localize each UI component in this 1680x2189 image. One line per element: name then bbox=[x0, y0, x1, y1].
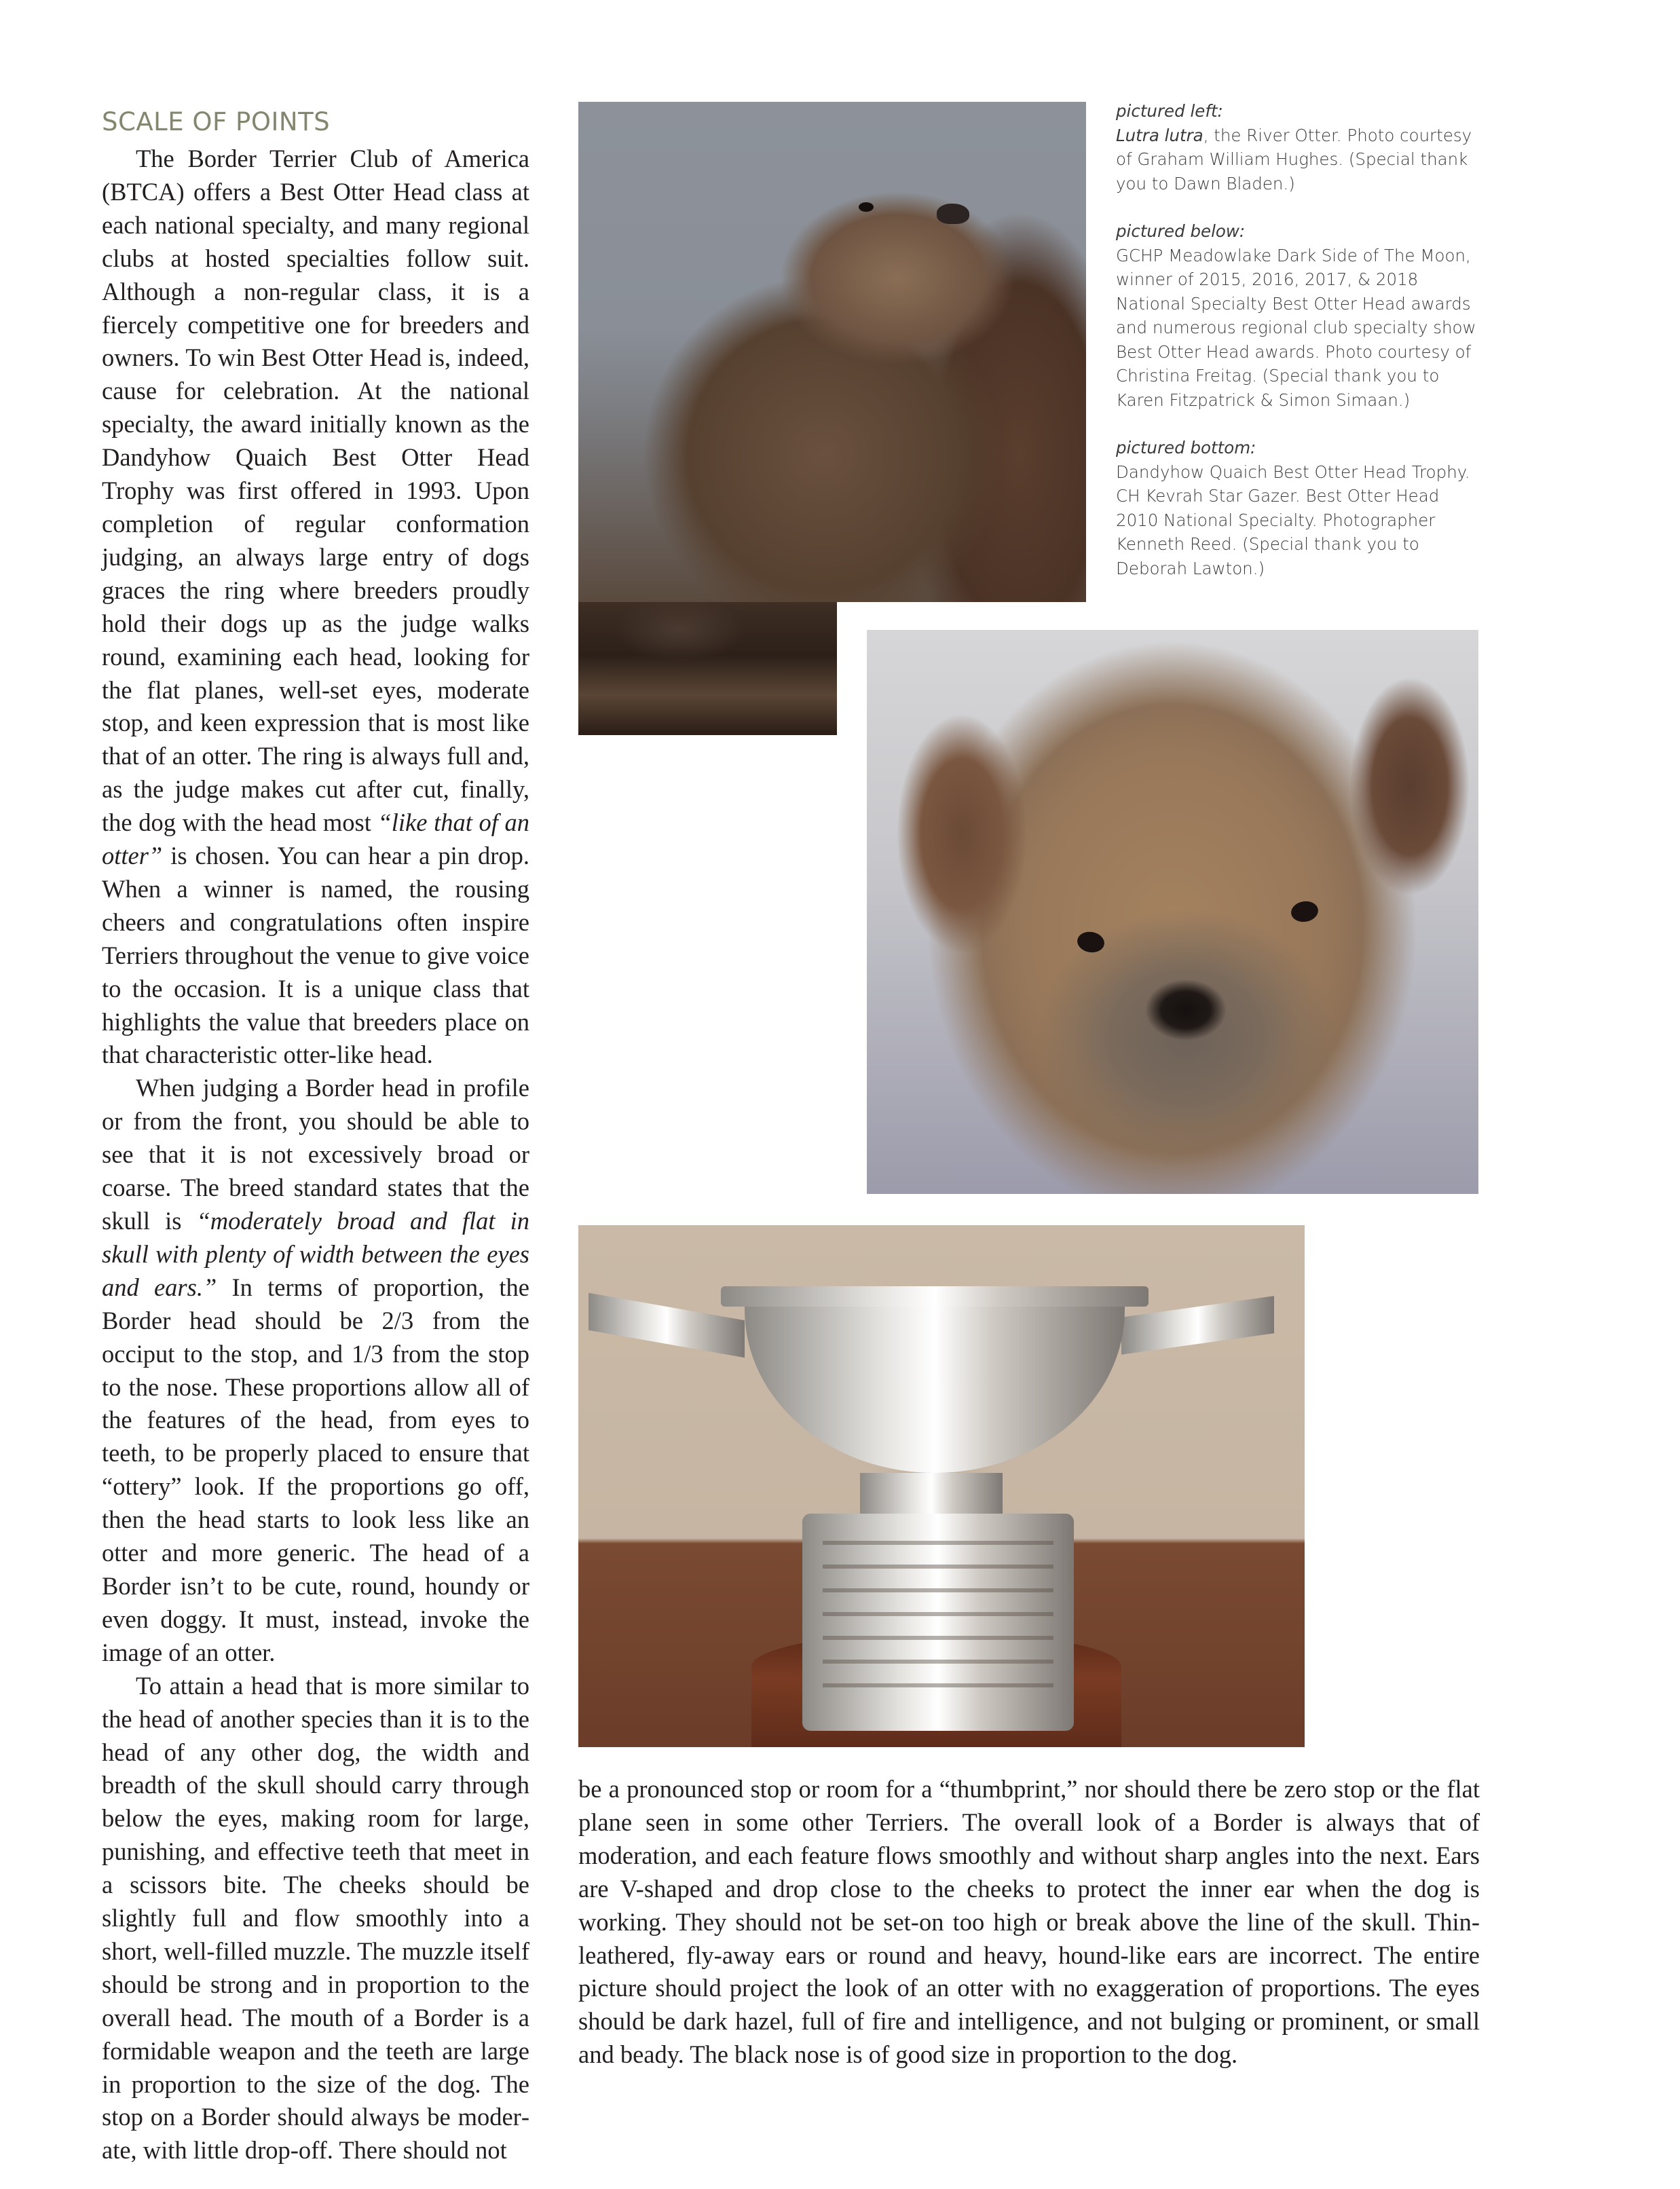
text-segment: is chosen. You can hear a pin drop. When a winner is named, the rousing cheers and congratulations often inspire Terriers throughout the venue to give voice to the occasion. It is a unique class that highlights the value that breeders place on that characteristic otter-like head. bbox=[102, 842, 529, 1069]
text-segment: The Border Terrier Club of America (BTCA) offers a Best Otter Head class at each national specialty, and many regional clubs at hosted specialties follow suit. Although a non-regular class, it is a fiercely competitive one for breeders and owners. To win Best Otter Head is, indeed, cause for celebration. At the national specialty, the award initially known as the Dandyhow Quaich Best Otter Head Trophy was first offered in 1993. Upon completion of regular conformation judging, an always large entry of dogs graces the ring where breeders proudly hold their dogs up as the judge walks round, examining each head, looking for the flat planes, well-set eyes, moderate stop, and keen expression that is most like that of an otter. The ring is always full and, as the judge makes cut after cut, finally, the dog with the head most bbox=[102, 145, 529, 837]
caption-text: Dandyhow Quaich Best Otter Head Trophy. CH Kevrah Star Gazer. Best Otter Head 2010 National Specialty. Photographer Kenneth Reed. (Special thank you to Deborah Lawton.) bbox=[1116, 462, 1470, 578]
paragraph-2 bbox=[102, 1072, 529, 1669]
trophy-photo bbox=[578, 1225, 1305, 1747]
paragraph-3 bbox=[102, 1670, 529, 2168]
trophy-stem bbox=[860, 1473, 1003, 1514]
caption-otter bbox=[1116, 99, 1486, 195]
otter-photo-lower bbox=[578, 602, 837, 735]
paragraph-continuation: be a pronounced stop or room for a “thumbprint,” nor should there be zero stop or the flat plane seen in some other Terriers. The overall look of a Border is always that of moderation, and each feature flows smoothly and without sharp angles into the next. Ears are V-shaped and drop close to the cheeks to protect the inner ear when the dog is working. They should not be set-on too high or break above the line of the skull. Thin-leathered, fly-away ears or round and heavy, hound-like ears are incorrect. The entire picture should project the look of an otter with no exaggeration of proportions. The eyes should be dark hazel, full of fire and intelligence, and not bulging or prominent, or small and beady. The black nose is of good size in proportion to the dog. bbox=[578, 1775, 1480, 2069]
text-segment: When judging a Border head in profile or from the front, you should be able to see that it is not excessively broad or coarse. The breed standard states that the skull is bbox=[102, 1074, 529, 1235]
trophy-engraved-plinth bbox=[802, 1514, 1074, 1731]
otter-nose bbox=[937, 204, 969, 224]
dog-eye-left bbox=[1076, 930, 1106, 954]
engraving-line bbox=[823, 1660, 1053, 1664]
left-column-article-text bbox=[102, 143, 529, 2167]
caption-dog bbox=[1116, 219, 1486, 412]
photo-captions bbox=[1116, 99, 1486, 604]
engraving-line bbox=[823, 1612, 1053, 1616]
paragraph-1 bbox=[102, 143, 529, 1072]
caption-label: pictured below: bbox=[1116, 221, 1246, 241]
border-terrier-photo bbox=[867, 630, 1478, 1194]
engraving-line bbox=[823, 1636, 1053, 1640]
bottom-continuation-text bbox=[578, 1773, 1480, 2072]
caption-label: pictured bottom: bbox=[1116, 438, 1256, 457]
engraving-line bbox=[823, 1541, 1053, 1545]
italic-quote: “moderately broad and flat in skull with plenty of width between the eyes and ears.” bbox=[102, 1207, 529, 1301]
caption-trophy bbox=[1116, 436, 1486, 580]
engraving-line bbox=[823, 1565, 1053, 1569]
caption-label: pictured left: bbox=[1116, 101, 1223, 121]
trophy-rim bbox=[721, 1286, 1149, 1307]
italic-quote: “like that of an otter” bbox=[102, 808, 529, 870]
text-segment: To attain a head that is more similar to the head of another species than it is to the head of any other dog, the width and breadth of the skull should carry through below the eyes, making room for large, punishing, and effective teeth that meet in a scissors bite. The cheeks should be slightly full and flow smoothly into a short, well-filled muzzle. The muzzle itself should be strong and in proportion to the overall head. The mouth of a Border is a formidable weapon and the teeth are large in proportion to the size of the dog. The stop on a Border should always be moderate, with little drop-off. There should not bbox=[102, 1671, 529, 2165]
otter-eye bbox=[859, 202, 874, 212]
otter-photo bbox=[578, 102, 1086, 602]
section-heading: SCALE OF POINTS bbox=[102, 107, 331, 136]
trophy-bowl bbox=[745, 1290, 1125, 1473]
engraving-line bbox=[823, 1588, 1053, 1592]
engraving-line bbox=[823, 1683, 1053, 1687]
caption-text: GCHP Meadowlake Dark Side of The Moon, winner of 2015, 2016, 2017, & 2018 National Specialty Best Otter Head awards and numerous regional club specialty show Best Otter Head awards. Photo courtesy of Christina Freitag. (Special thank you to Karen Fitzpatrick & Simon Simaan.) bbox=[1116, 245, 1476, 410]
caption-text: , the River Otter. Photo courtesy of Graham William Hughes. (Special thank you to Dawn Bladen.) bbox=[1116, 125, 1472, 193]
caption-italic-lead: Lutra lutra bbox=[1116, 125, 1203, 145]
text-segment: In terms of proportion, the Border head should be 2/3 from the occiput to the stop, and 1/3 from the stop to the nose. These proportions allow all of the features of the head, from eyes to teeth, to be properly placed to ensure that “ottery” look. If the proportions go off, then the head starts to look less like an otter and more generic. The head of a Border isn’t to be cute, round, houndy or even doggy. It must, instead, invoke the image of an otter. bbox=[102, 1273, 529, 1666]
dog-eye-right bbox=[1290, 899, 1320, 924]
